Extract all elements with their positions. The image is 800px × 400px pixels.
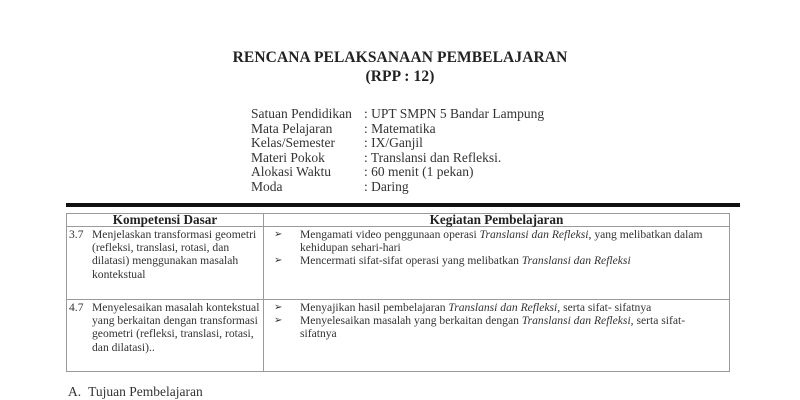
activities-cell xyxy=(264,300,730,372)
activity-text: Mencermati sifat-sifat operasi yang melibatkan Translansi dan Refleksi xyxy=(300,254,631,268)
activities-cell xyxy=(264,227,730,300)
meta-row-mode xyxy=(251,180,544,195)
table-row xyxy=(67,300,730,372)
section-heading-tujuan xyxy=(68,384,203,400)
meta-label: Mata Pelajaran xyxy=(251,120,333,136)
section-title: Tujuan Pembelajaran xyxy=(88,384,203,399)
horizontal-rule xyxy=(66,203,740,207)
activity-text: Menyajikan hasil pembelajaran Translansi dan Refleksi, serta sifat- sifatnya xyxy=(300,301,652,314)
competency-table xyxy=(66,213,730,372)
meta-value: : Matematika xyxy=(364,122,436,137)
identity-block xyxy=(251,107,544,195)
meta-value: : 60 menit (1 pekan) xyxy=(364,165,474,180)
kd-number: 3.7 xyxy=(69,228,84,241)
arrow-bullet-icon: ➢ xyxy=(274,315,283,327)
table-row xyxy=(67,227,730,300)
meta-row-time xyxy=(251,165,544,180)
meta-value: : Daring xyxy=(364,180,409,195)
title-line-2: (RPP : 12) xyxy=(365,68,435,85)
arrow-bullet-icon: ➢ xyxy=(274,255,283,267)
arrow-bullet-icon: ➢ xyxy=(274,229,283,240)
meta-label: Moda xyxy=(251,178,283,194)
table-header-row xyxy=(67,214,730,227)
kd-cell xyxy=(67,300,264,372)
kd-cell xyxy=(67,227,264,300)
meta-value: : IX/Ganjil xyxy=(364,136,423,151)
activity-text: Menyelesaikan masalah yang berkaitan dengan Translansi dan Refleksi, serta sifat-sifatnya xyxy=(300,314,686,341)
meta-row-topic xyxy=(251,151,544,166)
section-letter: A. xyxy=(68,384,82,399)
meta-row-school xyxy=(251,107,544,122)
list-item xyxy=(272,228,721,254)
meta-value: : UPT SMPN 5 Bandar Lampung xyxy=(364,107,544,122)
meta-label: Kelas/Semester xyxy=(251,135,335,151)
arrow-bullet-icon: ➢ xyxy=(274,302,283,313)
list-item xyxy=(272,301,721,314)
activity-text: Mengamati video penggunaan operasi Translansi dan Refleksi, yang melibatkan dalam kehidupan sehari-hari xyxy=(300,228,703,255)
meta-label: Alokasi Waktu xyxy=(251,164,332,180)
kd-text: Menyelesaikan masalah kontekstual yang berkaitan dengan transformasi geometri (refleksi, translasi, rotasi, dan dilatasi).. xyxy=(92,301,260,354)
meta-label: Materi Pokok xyxy=(251,149,325,165)
kd-number: 4.7 xyxy=(69,301,84,314)
title-line-1: RENCANA PELAKSANAAN PEMBELAJARAN xyxy=(232,49,568,66)
header-kompetensi-dasar: Kompetensi Dasar xyxy=(67,214,264,227)
kd-text: Menjelaskan transformasi geometri (refleksi, translasi, rotasi, dan dilatasi) menggunakan masalah kontekstual xyxy=(92,228,257,281)
meta-row-class xyxy=(251,136,544,151)
list-item xyxy=(272,314,721,340)
meta-row-subject xyxy=(251,122,544,137)
meta-value: : Translansi dan Refleksi. xyxy=(364,151,501,166)
header-kegiatan-pembelajaran: Kegiatan Pembelajaran xyxy=(264,214,730,227)
list-item xyxy=(272,254,721,267)
meta-label: Satuan Pendidikan xyxy=(251,106,352,121)
